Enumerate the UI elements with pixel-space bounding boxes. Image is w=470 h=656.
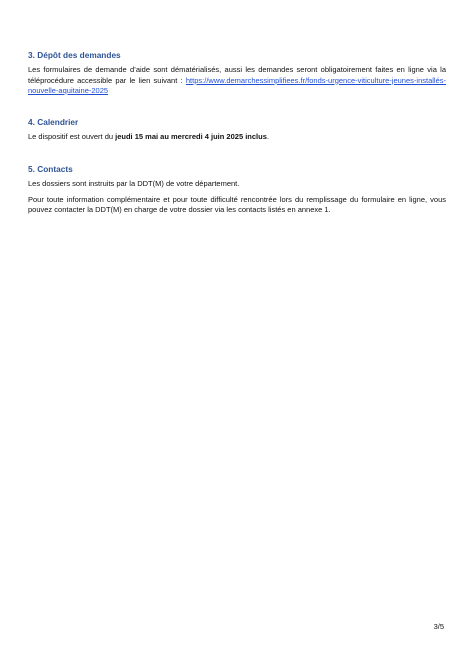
section-heading-calendrier: 4. Calendrier bbox=[28, 117, 79, 127]
section-contacts bbox=[28, 164, 446, 221]
contacts-paragraph-2: Pour toute information complémentaire et pour toute difficulté rencontrée lors du remplissage du formulaire en ligne, vous pouvez contacter la DDT(M) en charge de votre dossier via les contacts listés en annexe 1. bbox=[28, 194, 446, 214]
demarches-link[interactable]: https://www.demarchessimplifiees.fr/fonds-urgence-viticulture-jeunes-installés-nouvelle-aquitaine-2025 bbox=[28, 75, 446, 95]
page-number: 3/5 bbox=[433, 622, 444, 631]
depot-text: Les formulaires de demande d’aide sont dématérialisés, aussi les demandes seront obligatoirement faites en ligne via la téléprocédure accessible par le lien suivant : bbox=[28, 65, 446, 85]
section-calendrier bbox=[28, 117, 446, 148]
calendrier-text: Le dispositif est ouvert du bbox=[28, 132, 116, 141]
calendrier-dates: jeudi 15 mai au mercredi 4 juin 2025 inclus bbox=[115, 132, 267, 141]
section-heading-depot: 3. Dépôt des demandes bbox=[28, 50, 121, 60]
section-depot bbox=[28, 50, 446, 102]
contacts-paragraph-1: Les dossiers sont instruits par la DDT(M) de votre département. bbox=[28, 179, 240, 188]
depot-paragraph bbox=[28, 65, 446, 97]
calendrier-text-end: . bbox=[266, 132, 269, 141]
section-heading-contacts: 5. Contacts bbox=[28, 164, 73, 174]
calendrier-paragraph bbox=[28, 132, 446, 143]
